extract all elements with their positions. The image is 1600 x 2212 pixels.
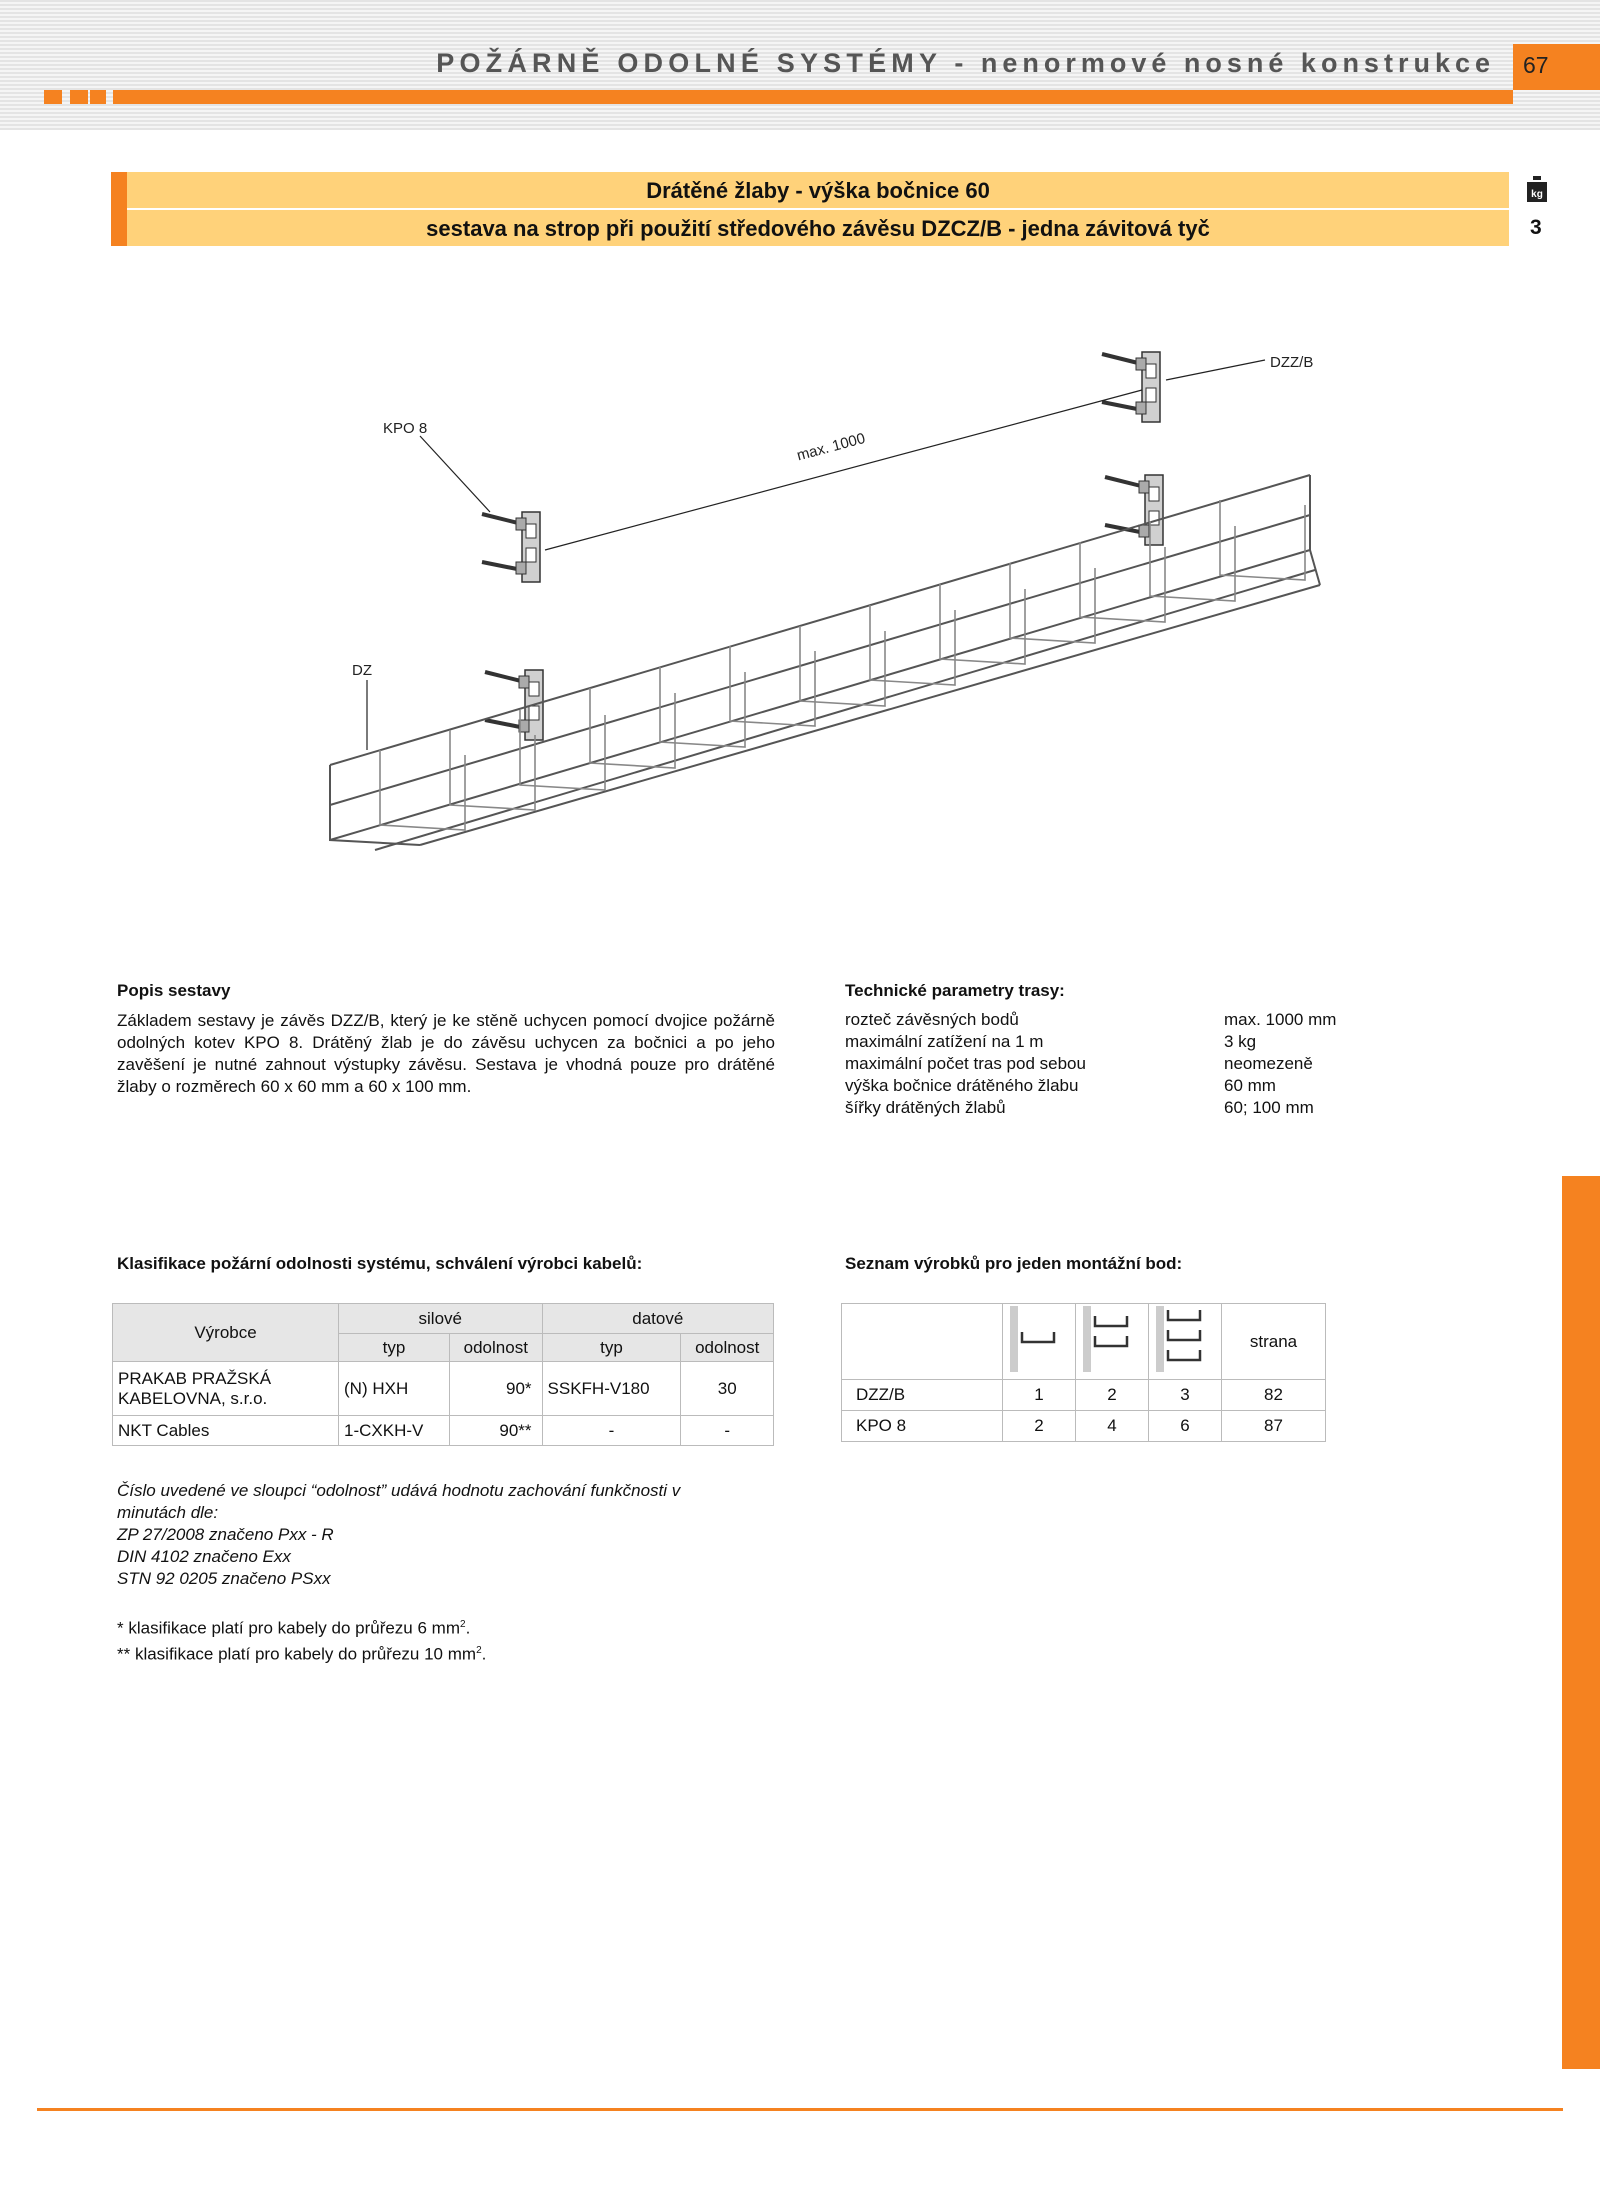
header-subtitle-text: - nenormové nosné konstrukce (954, 48, 1495, 78)
label-kpo8: KPO 8 (383, 420, 428, 437)
wire-tray (330, 475, 1320, 850)
banner-accent (111, 172, 127, 246)
note-line: DIN 4102 značeno Exx (117, 1547, 291, 1566)
param-value: neomezeně (1224, 1054, 1313, 1073)
header-accent-bar (113, 90, 1513, 104)
weight-kg-icon (1527, 176, 1547, 204)
header-block (44, 90, 62, 104)
col-type-header: typ (542, 1334, 681, 1362)
cell-power-type: (N) HXH (339, 1362, 450, 1416)
col-page-header: strana (1222, 1304, 1326, 1380)
wall-hanger-dzzb (1102, 352, 1160, 422)
assembly-diagram (300, 330, 1360, 890)
header-block (90, 90, 106, 104)
table-row (113, 1416, 774, 1446)
wall-hanger-dzzb (482, 512, 540, 582)
note-line: Číslo uvedené ve sloupci “odolnost” udává hodnotu zachování funkčnosti v (117, 1481, 681, 1500)
label-dzzb: DZZ/B (1270, 354, 1314, 371)
cell-qty: 4 (1076, 1411, 1149, 1442)
cell-qty: 2 (1003, 1411, 1076, 1442)
cell-maker: NKT Cables (113, 1416, 339, 1446)
label-dz: DZ (352, 662, 372, 679)
banner-title: Drátěné žlaby - výška bočnice 60 (646, 178, 990, 203)
leader-max (545, 390, 1142, 550)
col-power-header: silové (339, 1304, 543, 1334)
superscript: 2 (476, 1644, 482, 1656)
side-accent-strip (1562, 1176, 1600, 2069)
cell-power-resist: 90** (450, 1416, 543, 1446)
superscript: 2 (460, 1619, 466, 1630)
cell-power-type: 1-CXKH-V (339, 1416, 450, 1446)
header-block (70, 90, 88, 104)
kg-icon-text: kg (1531, 189, 1543, 200)
footnote-text: ** klasifikace platí pro kabely do průřezu 10 mm (117, 1644, 477, 1664)
footnote-2 (117, 1640, 486, 1666)
page-header-title (0, 48, 1495, 79)
col-type-header: typ (339, 1334, 450, 1362)
banner-subtitle: sestava na strop při použití středového závěsu DZCZ/B - jedna závitová tyč (426, 216, 1210, 241)
param-value: 60; 100 mm (1224, 1098, 1314, 1117)
param-name: šířky drátěných žlabů (845, 1098, 1006, 1117)
cell-qty: 2 (1076, 1380, 1149, 1411)
weight-value: 3 (1530, 216, 1542, 239)
products-heading: Seznam výrobků pro jeden montážní bod: (845, 1254, 1183, 1273)
param-value: 3 kg (1224, 1032, 1257, 1051)
param-name: rozteč závěsných bodů (845, 1010, 1019, 1029)
cell-data-type: - (542, 1416, 681, 1446)
header-title-text: POŽÁRNĚ ODOLNÉ SYSTÉMY (436, 48, 942, 78)
table-row (113, 1362, 774, 1416)
wall-hanger-dzzb (1105, 475, 1163, 545)
cell-power-resist: 90* (450, 1362, 543, 1416)
param-name: maximální počet tras pod sebou (845, 1054, 1086, 1073)
cell-product: DZZ/B (842, 1380, 1003, 1411)
col-resist-header: odolnost (681, 1334, 774, 1362)
param-value: max. 1000 mm (1224, 1010, 1337, 1029)
page-number: 67 (1513, 44, 1600, 90)
leader-dzzb (1166, 360, 1265, 380)
cell-data-resist: - (681, 1416, 774, 1446)
params-heading: Technické parametry trasy: (845, 981, 1065, 1000)
cell-maker: PRAKAB PRAŽSKÁ KABELOVNA, s.r.o. (113, 1362, 339, 1416)
note-line: ZP 27/2008 značeno Pxx - R (117, 1525, 334, 1544)
classification-table (112, 1303, 774, 1446)
cell-product: KPO 8 (842, 1411, 1003, 1442)
table-row (842, 1411, 1326, 1442)
cell-qty: 1 (1003, 1380, 1076, 1411)
col-maker-header: Výrobce (113, 1304, 339, 1362)
param-name: maximální zatížení na 1 m (845, 1032, 1044, 1051)
footnote-1 (117, 1614, 486, 1640)
description-heading: Popis sestavy (117, 981, 231, 1000)
note-line: STN 92 0205 značeno PSxx (117, 1569, 331, 1588)
two-trays-icon (1076, 1304, 1149, 1380)
cell-page: 82 (1222, 1380, 1326, 1411)
footer-line (37, 2108, 1563, 2111)
notes-block (117, 1480, 680, 1590)
param-name: výška bočnice drátěného žlabu (845, 1076, 1079, 1095)
footnote-period: . (465, 1618, 471, 1638)
col-resist-header: odolnost (450, 1334, 543, 1362)
products-corner (842, 1304, 1003, 1380)
description-text: Základem sestavy je závěs DZZ/B, který je ke stěně uchycen pomocí dvojice požárně odolných kotev KPO 8. Drátěný žlab je do závěsu uchycen za bočnici a po jeho zavěšení je nutné zahnout výstupky závěsu. Sestava je vhodná pouze pro drátěné žlaby o rozměrech 60 x 60 mm a 60 x 100 mm. (117, 1011, 775, 1096)
products-table (841, 1303, 1326, 1442)
param-value: 60 mm (1224, 1076, 1276, 1095)
table-row (842, 1380, 1326, 1411)
one-tray-icon (1003, 1304, 1076, 1380)
leader-kpo (420, 436, 490, 512)
footnote-text: * klasifikace platí pro kabely do průřezu 6 mm (117, 1618, 460, 1638)
col-data-header: datové (542, 1304, 773, 1334)
label-max-spacing: max. 1000 (795, 429, 868, 465)
classification-heading: Klasifikace požární odolnosti systému, schválení výrobci kabelů: (117, 1254, 643, 1273)
three-trays-icon (1149, 1304, 1222, 1380)
note-line: minutách dle: (117, 1503, 219, 1522)
footnote-period: . (481, 1644, 487, 1664)
cell-qty: 6 (1149, 1411, 1222, 1442)
cell-data-resist: 30 (681, 1362, 774, 1416)
footnotes (117, 1614, 486, 1665)
cell-data-type: SSKFH-V180 (542, 1362, 681, 1416)
cell-qty: 3 (1149, 1380, 1222, 1411)
cell-page: 87 (1222, 1411, 1326, 1442)
